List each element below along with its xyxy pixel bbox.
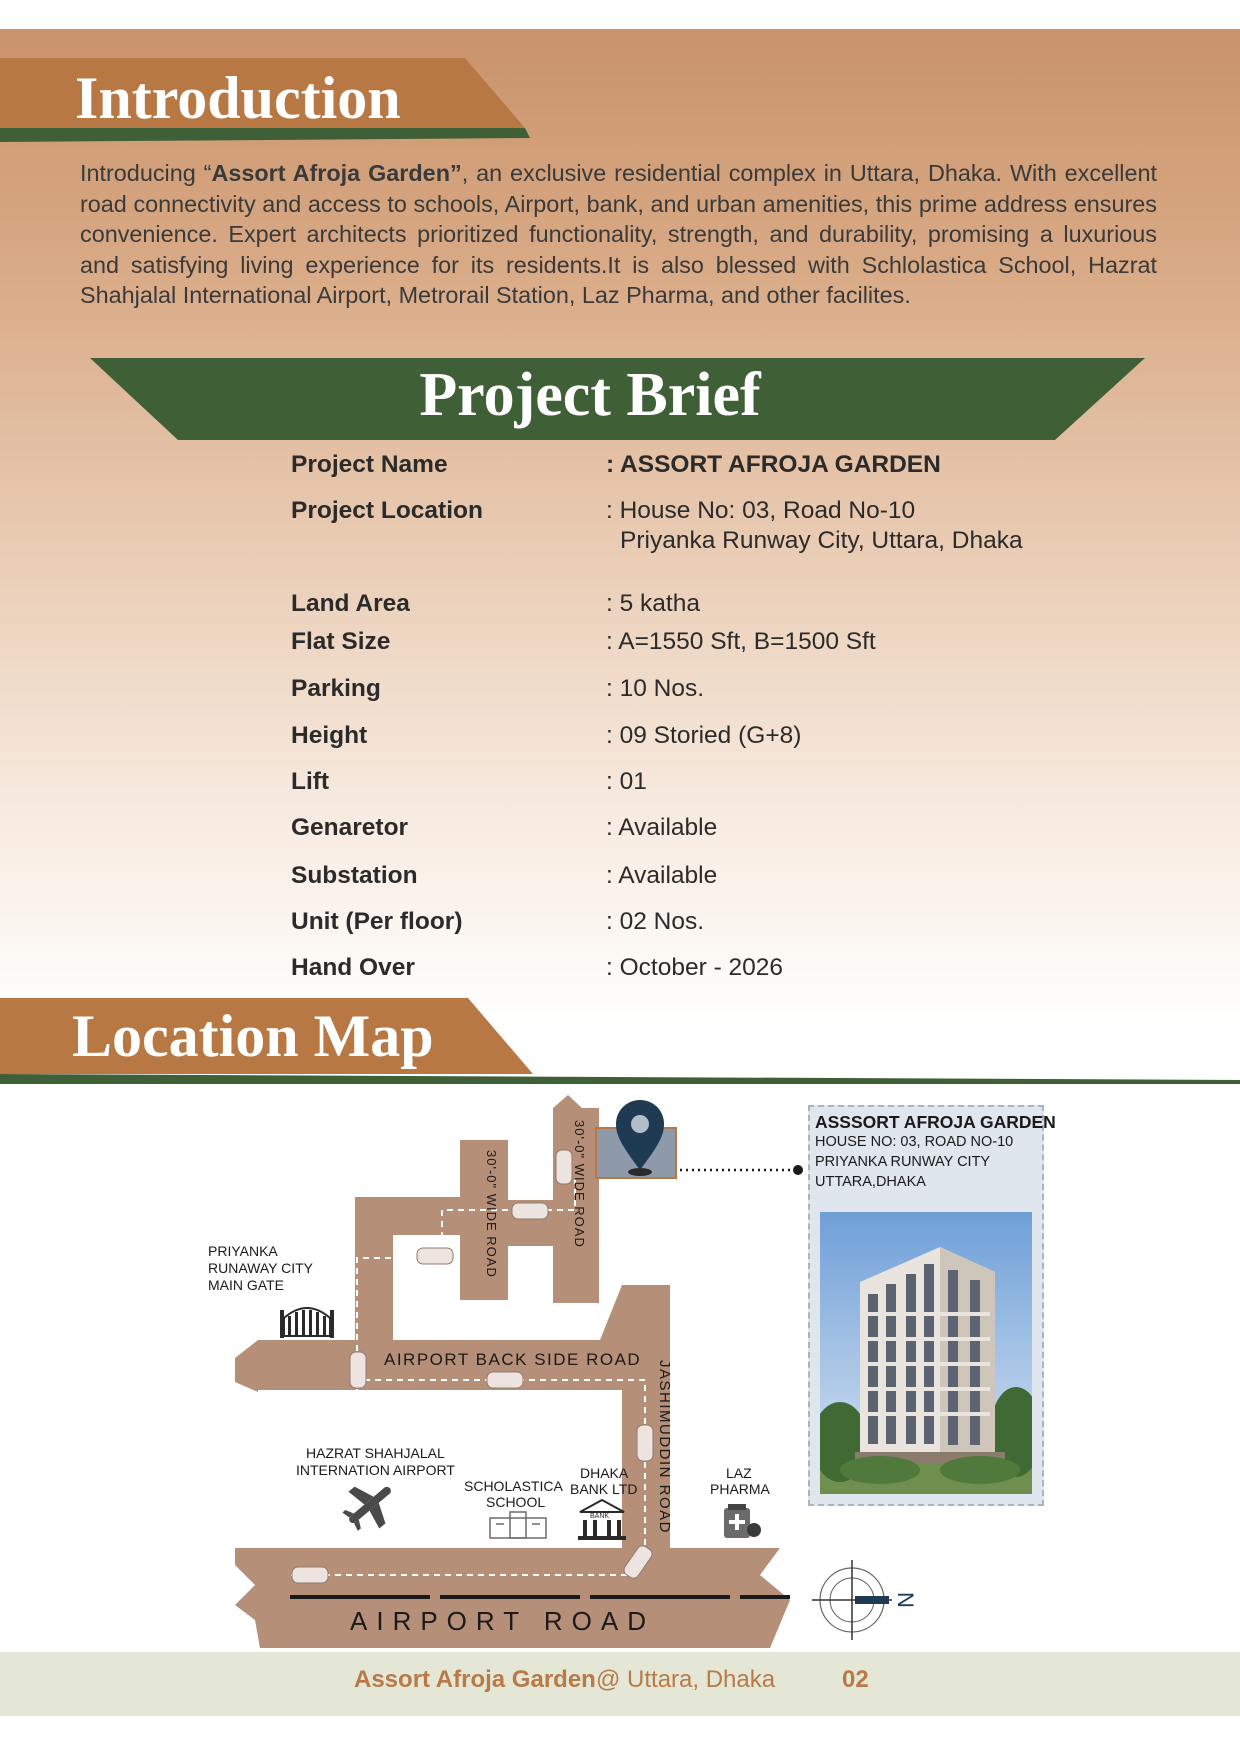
school-label-line2: SCHOOL (486, 1494, 546, 1510)
info-box-title: ASSSORT AFROJA GARDEN (815, 1112, 1056, 1132)
brief-value-project-location: : House No: 03, Road No-10 (606, 497, 916, 524)
wide-road-1-label: 30'-0" WIDE ROAD (484, 1150, 499, 1278)
introduction-text (80, 158, 1157, 311)
airport-road-label: AIRPORT ROAD (350, 1606, 655, 1636)
compass-north-label: N (893, 1592, 918, 1608)
introduction-title: Introduction (75, 65, 401, 131)
brief-value-lift: : 01 (606, 768, 647, 795)
brief-label-hand-over: Hand Over (291, 954, 415, 981)
gate-label-line3: MAIN GATE (208, 1277, 284, 1293)
brief-label-generator: Genaretor (291, 814, 409, 841)
jashimuddin-road-label: JASHIMUDDIN ROAD (656, 1360, 673, 1535)
brief-value-flat-size: : A=1550 Sft, B=1500 Sft (606, 628, 876, 655)
bank-label-line2: BANK LTD (570, 1481, 638, 1497)
building-rendering (820, 1212, 1032, 1494)
pharmacy-icon (724, 1504, 761, 1538)
brief-label-project-location: Project Location (291, 497, 483, 524)
car-icon (417, 1248, 453, 1264)
brief-value-project-location-line2: Priyanka Runway City, Uttara, Dhaka (620, 527, 1023, 554)
brief-label-height: Height (291, 722, 368, 749)
airport-back-side-road-label: AIRPORT BACK SIDE ROAD (384, 1350, 642, 1369)
project-brief-title: Project Brief (419, 361, 761, 429)
brief-value-project-name: : ASSORT AFROJA GARDEN (606, 451, 941, 478)
footer-page-number: 02 (842, 1666, 869, 1693)
school-icon (490, 1512, 546, 1538)
gate-label-line2: RUNAWAY CITY (208, 1260, 314, 1276)
gate-label-line1: PRIYANKA (208, 1243, 278, 1259)
pointer-dot (793, 1165, 803, 1175)
brief-label-land-area: Land Area (291, 590, 410, 617)
wide-road-2-label: 30'-0" WIDE ROAD (572, 1120, 587, 1248)
intro-text-start: Introducing “ (80, 160, 212, 186)
compass-icon (812, 1560, 918, 1640)
airport-label-line1: HAZRAT SHAHJALAL (306, 1445, 445, 1461)
bank-icon (578, 1500, 626, 1540)
car-icon (637, 1425, 653, 1461)
brief-label-parking: Parking (291, 675, 381, 702)
info-box-line1: HOUSE NO: 03, ROAD NO-10 (815, 1134, 1014, 1150)
location-map-banner (0, 998, 1240, 1088)
footer-location: @ Uttara, Dhaka (596, 1666, 776, 1693)
car-icon (292, 1567, 328, 1583)
car-icon (350, 1352, 366, 1388)
brief-value-unit-per-floor: : 02 Nos. (606, 908, 705, 935)
airplane-icon (335, 1470, 406, 1540)
gate-icon (280, 1308, 334, 1338)
info-box-line3: UTTARA,DHAKA (815, 1174, 926, 1190)
brief-label-lift: Lift (291, 768, 330, 795)
info-box-line2: PRIYANKA RUNWAY CITY (815, 1154, 991, 1170)
brief-value-generator: : Available (606, 814, 718, 841)
location-map (0, 1085, 1240, 1655)
school-label-line1: SCHOLASTICA (464, 1478, 563, 1494)
car-icon (512, 1203, 548, 1219)
gate-road-end (235, 1340, 258, 1392)
bank-sign-label: BANK (590, 1513, 610, 1520)
footer-brand: Assort Afroja Garden (354, 1666, 596, 1693)
brief-value-parking: : 10 Nos. (606, 675, 705, 702)
bank-label-line1: DHAKA (580, 1465, 629, 1481)
intro-project-name: Assort Afroja Garden” (211, 160, 462, 186)
brief-label-unit-per-floor: Unit (Per floor) (291, 908, 463, 935)
location-map-title: Location Map (72, 1003, 434, 1069)
intro-text-body: , an exclusive residential complex in Uttara, Dhaka. With excellent road connectivity and access to schools, Airport, bank, and urban amenities, this prime address ensures convenience. Expert architects prioritized functionality, strength, and durability, promising a luxurious and satisfying living experience for its residents.It is also blessed with Schlolastica School, Hazrat Shahjalal International Airport, Metrorail Station, Laz Pharma, and other facilites. (80, 160, 1157, 308)
pharma-label-line1: LAZ (726, 1465, 752, 1481)
project-brief-banner (90, 358, 1145, 440)
brief-label-project-name: Project Name (291, 451, 448, 478)
airport-label-line2: INTERNATION AIRPORT (296, 1462, 455, 1478)
brief-value-substation: : Available (606, 862, 718, 889)
pharma-label-line2: PHARMA (710, 1481, 770, 1497)
brief-label-substation: Substation (291, 862, 418, 889)
brief-value-land-area: : 5 katha (606, 590, 700, 617)
car-icon (556, 1150, 572, 1184)
brief-value-hand-over: : October - 2026 (606, 954, 784, 981)
car-icon (487, 1372, 523, 1388)
introduction-banner (0, 58, 530, 144)
brief-value-height: : 09 Storied (G+8) (606, 722, 802, 749)
brief-label-flat-size: Flat Size (291, 628, 391, 655)
